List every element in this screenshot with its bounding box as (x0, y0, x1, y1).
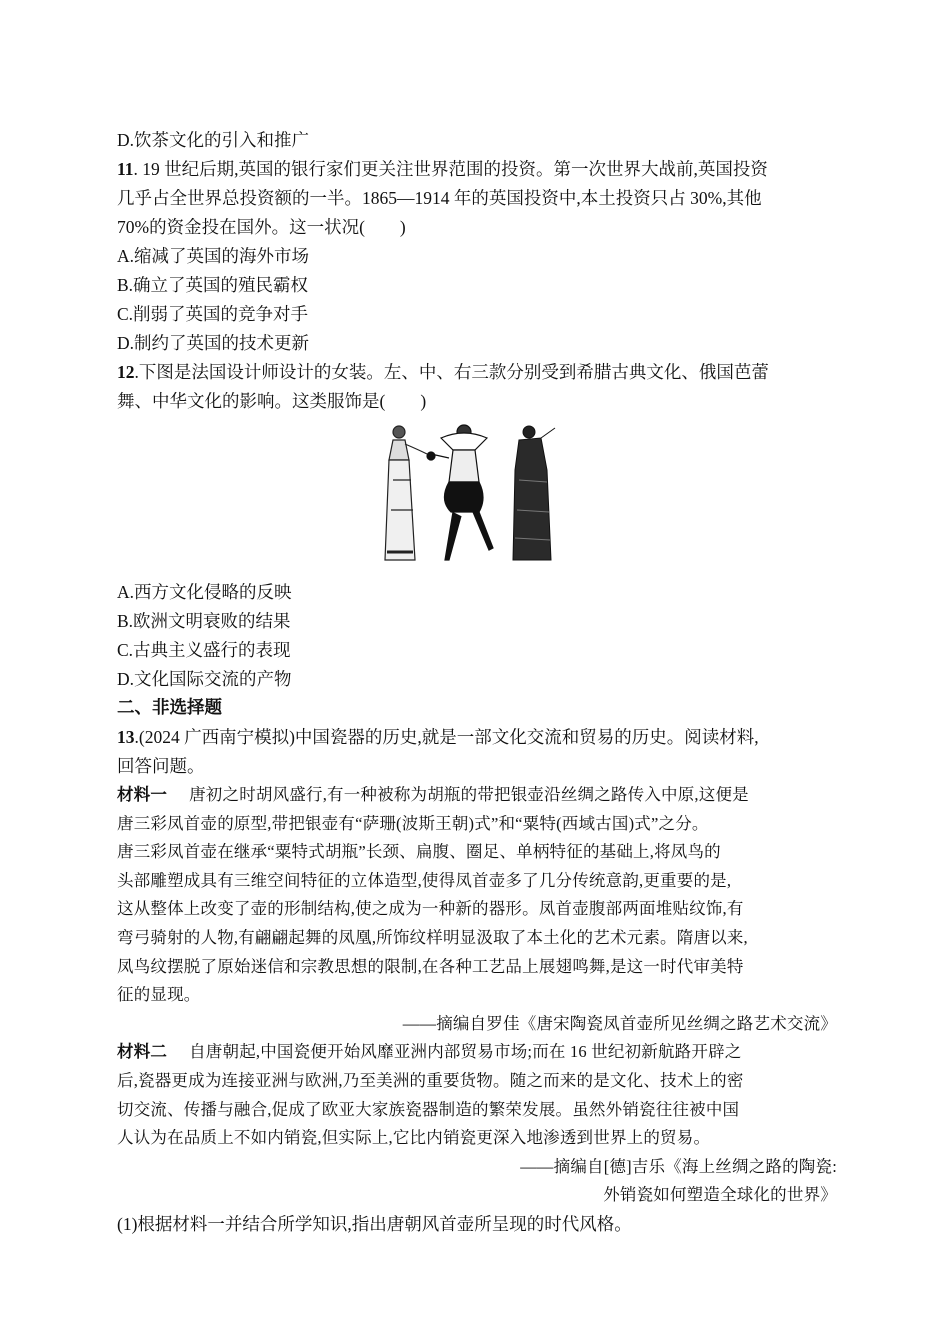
q11-option-c: C.削弱了英国的竞争对手 (117, 304, 309, 324)
q11-stem-line-3: 70%的资金投在国外。这一状况( ) (117, 217, 406, 237)
q11-stem-line-1: 11. 19 世纪后期,英国的银行家们更关注世界范围的投资。第一次世界大战前,英国投资 (117, 159, 768, 179)
material1-line-2: 唐三彩凤首壶的原型,带把银壶有“萨珊(波斯王朝)式”和“粟特(西域古国)式”之分。 (117, 813, 709, 833)
material1-line-1: 材料一 唐初之时胡风盛行,有一种被称为胡瓶的带把银壶沿丝绸之路传入中原,这便是 (117, 785, 749, 804)
material2-source-line-1: ——摘编自[德]吉乐《海上丝绸之路的陶瓷: (520, 1156, 837, 1176)
material1-line-5: 这从整体上改变了壶的形制结构,使之成为一种新的器形。凤首壶腹部两面堆贴纹饰,有 (117, 899, 744, 919)
q11-option-a: A.缩减了英国的海外市场 (117, 246, 310, 266)
q12-number: 12 (117, 362, 135, 382)
material2-label: 材料二 (117, 1042, 168, 1062)
material1-label: 材料一 (117, 785, 168, 804)
material1-line-4: 头部雕塑成具有三维空间特征的立体造型,使得凤首壶多了几分传统意韵,更重要的是, (117, 870, 732, 890)
q13-stem-line-2: 回答问题。 (117, 756, 205, 776)
q12-stem-line-1: 12.下图是法国设计师设计的女装。左、中、右三款分别受到希腊古典文化、俄国芭蕾 (117, 362, 769, 382)
q12-option-c: C.古典主义盛行的表现 (117, 640, 291, 660)
material1-line-6: 弯弓骑射的人物,有翩翩起舞的凤凰,所饰纹样明显汲取了本土化的艺术元素。隋唐以来, (117, 927, 748, 947)
material1-source: ——摘编自罗佳《唐宋陶瓷凤首壶所见丝绸之路艺术交流》 (402, 1013, 837, 1033)
q12-option-d: D.文化国际交流的产物 (117, 669, 292, 689)
exam-page (117, 126, 837, 1239)
q13-number: 13 (117, 727, 135, 747)
ballet-dress-figure (427, 425, 493, 560)
q12-stem-line-2: 舞、中华文化的影响。这类服饰是( ) (117, 391, 427, 411)
chinese-dress-figure (513, 426, 555, 560)
q13-subquestion-1: (1)根据材料一并结合所学知识,指出唐朝风首壶所呈现的时代风格。 (117, 1213, 632, 1234)
section-2-heading: 二、非选择题 (117, 698, 222, 718)
material1-line-8: 征的显现。 (117, 985, 201, 1005)
material2-line-3: 切交流、传播与融合,促成了欧亚大家族瓷器制造的繁荣发展。虽然外销瓷往往被中国 (117, 1099, 740, 1119)
q10-option-d: D.饮茶文化的引入和推广 (117, 130, 310, 150)
fashion-illustration (117, 416, 837, 578)
three-dresses-figure (379, 420, 569, 572)
material2-line-4: 人认为在品质上不如内销瓷,但实际上,它比内销瓷更深入地渗透到世界上的贸易。 (117, 1128, 711, 1148)
material1-line-7: 凤鸟纹摆脱了原始迷信和宗教思想的限制,在各种工艺品上展翅鸣舞,是这一时代审美特 (117, 956, 744, 976)
q11-number: 11 (117, 159, 134, 179)
material1-line-3: 唐三彩凤首壶在继承“粟特式胡瓶”长颈、扁腹、圈足、单柄特征的基础上,将凤鸟的 (117, 842, 721, 862)
q13-stem-line-1: 13.(2024 广西南宁模拟)中国瓷器的历史,就是一部文化交流和贸易的历史。阅读材料, (117, 727, 759, 747)
material2-line-2: 后,瓷器更成为连接亚洲与欧洲,乃至美洲的重要货物。随之而来的是文化、技术上的密 (117, 1070, 744, 1090)
q11-stem-line-2: 几乎占全世界总投资额的一半。1865—1914 年的英国投资中,本土投资只占 30%,其他 (117, 188, 762, 208)
q12-option-b: B.欧洲文明衰败的结果 (117, 611, 291, 631)
q12-option-a: A.西方文化侵略的反映 (117, 582, 292, 602)
q11-option-b: B.确立了英国的殖民霸权 (117, 275, 309, 295)
material2-line-1: 材料二 自唐朝起,中国瓷便开始风靡亚洲内部贸易市场;而在 16 世纪初新航路开辟之 (117, 1042, 742, 1062)
material2-source-line-2: 外销瓷如何塑造全球化的世界》 (603, 1185, 837, 1205)
greek-dress-figure (385, 426, 427, 560)
q11-option-d: D.制约了英国的技术更新 (117, 333, 310, 353)
